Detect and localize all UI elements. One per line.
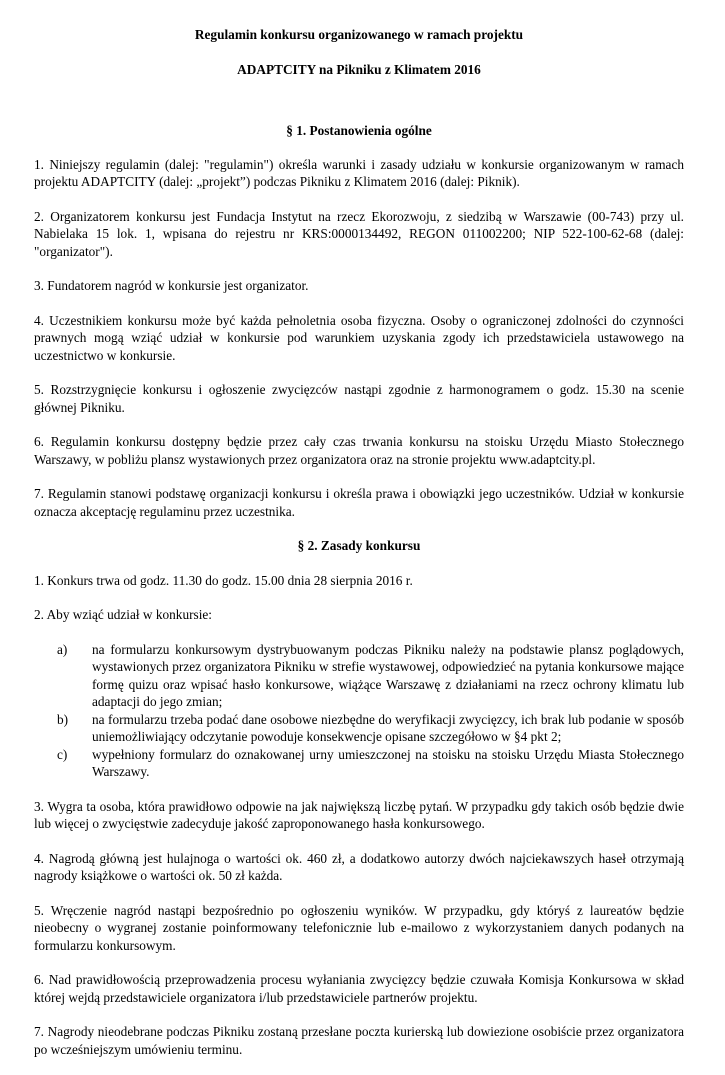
section-2-paragraph-4: 4. Nagrodą główną jest hulajnoga o wartości ok. 460 zł, a dodatkowo autorzy dwóch najciekawszych haseł otrzymają nagrody książkowe o wartości ok. 50 zł każda. [34, 850, 684, 883]
section-1-paragraph-7: 7. Regulamin stanowi podstawę organizacji konkursu i określa prawa i obowiązki jego uczestników. Udział w konkursie oznacza akceptację regulaminu przez uczestnika. [34, 486, 684, 519]
section-1-heading: § 1. Postanowienia ogólne [286, 123, 432, 138]
section-1-paragraph-2: 2. Organizatorem konkursu jest Fundacja Instytut na rzecz Ekorozwoju, z siedzibą w Warszawie (00-743) przy ul. Nabielaka 15 lok. 1, wpisana do rejestru nr KRS:0000134492, REGON 011002200; NIP 522-100-62-68 (dalej: "organizator"). [34, 208, 684, 259]
section-1-paragraph-1: 1. Niniejszy regulamin (dalej: "regulamin") określa warunki i zasady udziału w konkursie organizowanym w ramach projektu ADAPTCITY (dalej: „projekt”) podczas Pikniku z Klimatem 2016 (dalej: Piknik). [34, 156, 684, 189]
section-2-paragraph-2: 2. Aby wziąć udział w konkursie: [34, 607, 212, 622]
document-page [34, 26, 684, 1075]
list-marker: b) [57, 711, 69, 727]
document-title-line-2: ADAPTCITY na Pikniku z Klimatem 2016 [237, 61, 481, 77]
participation-steps-list [34, 641, 684, 781]
document-title-line-1: Regulamin konkursu organizowanego w ramach projektu [194, 27, 524, 42]
section-2-heading: § 2. Zasady konkursu [297, 538, 421, 553]
section-2-paragraph-5: 5. Wręczenie nagród nastąpi bezpośrednio po ogłoszeniu wyników. W przypadku, gdy któryś z laureatów będzie nieobecny o wygranej zostanie poinformowany telefonicznie lub e-mailowo z wykorzystaniem danych podanych na formularzu konkursowym. [34, 902, 684, 953]
list-item [34, 711, 684, 746]
list-item-text: na formularzu konkursowym dystrybuowanym podczas Pikniku należy na podstawie plansz poglądowych, wystawionych przez organizatora Pikniku w strefie wystawowej, odpowiedzieć na pytania konkursowe mające formę quizu oraz wpisać hasło konkursowe, wiążące Warszawę z działaniami na rzecz ochrony klimatu lub adaptacji do jego zmian; [92, 641, 684, 709]
section-2-paragraph-1: 1. Konkurs trwa od godz. 11.30 do godz. 15.00 dnia 28 sierpnia 2016 r. [34, 572, 413, 588]
list-marker: a) [57, 641, 68, 657]
list-item-text: wypełniony formularz do oznakowanej urny umieszczonej na stoisku na stoisku Urzędu Miasta Stołecznego Warszawy. [92, 746, 684, 779]
section-2-paragraph-3: 3. Wygra ta osoba, która prawidłowo odpowie na jak największą liczbę pytań. W przypadku gdy takich osób będzie dwie lub więcej o zwycięstwie zadecyduje jakość zaproponowanego hasła konkursowego. [34, 798, 684, 831]
section-1-paragraph-5: 5. Rozstrzygnięcie konkursu i ogłoszenie zwycięzców nastąpi zgodnie z harmonogramem o godz. 15.30 na scenie głównej Pikniku. [34, 382, 684, 415]
list-item [34, 746, 684, 781]
list-item [34, 641, 684, 711]
section-1-paragraph-6: 6. Regulamin konkursu dostępny będzie przez cały czas trwania konkursu na stoisku Urzędu Miasto Stołecznego Warszawy, w pobliżu plansz wystawionych przez organizatora oraz na stronie projektu www.adaptcity.pl. [34, 434, 684, 467]
section-2-paragraph-7: 7. Nagrody nieodebrane podczas Pikniku zostaną przesłane poczta kurierską lub dowiezione osobiście przez organizatora po wcześniejszym umówieniu terminu. [34, 1024, 684, 1057]
section-2-paragraph-6: 6. Nad prawidłowością przeprowadzenia procesu wyłaniania zwycięzcy będzie czuwała Komisja Konkursowa w skład której wejdą przedstawiciele organizatora i/lub przedstawiciele partnerów projektu. [34, 972, 684, 1005]
list-item-text: na formularzu trzeba podać dane osobowe niezbędne do weryfikacji zwycięzcy, ich brak lub podanie w sposób uniemożliwiający odczytanie powoduje konsekwencje opisane szczegółowo w §4 pkt 2; [92, 711, 684, 744]
list-marker: c) [57, 746, 68, 762]
section-1-paragraph-4: 4. Uczestnikiem konkursu może być każda pełnoletnia osoba fizyczna. Osoby o ograniczonej zdolności do czynności prawnych mogą wziąć udział w konkursie pod warunkiem uzyskania zgody ich przedstawiciela ustawowego na uczestnictwo w konkursie. [34, 312, 684, 363]
section-1-paragraph-3: 3. Fundatorem nagród w konkursie jest organizator. [34, 278, 309, 293]
